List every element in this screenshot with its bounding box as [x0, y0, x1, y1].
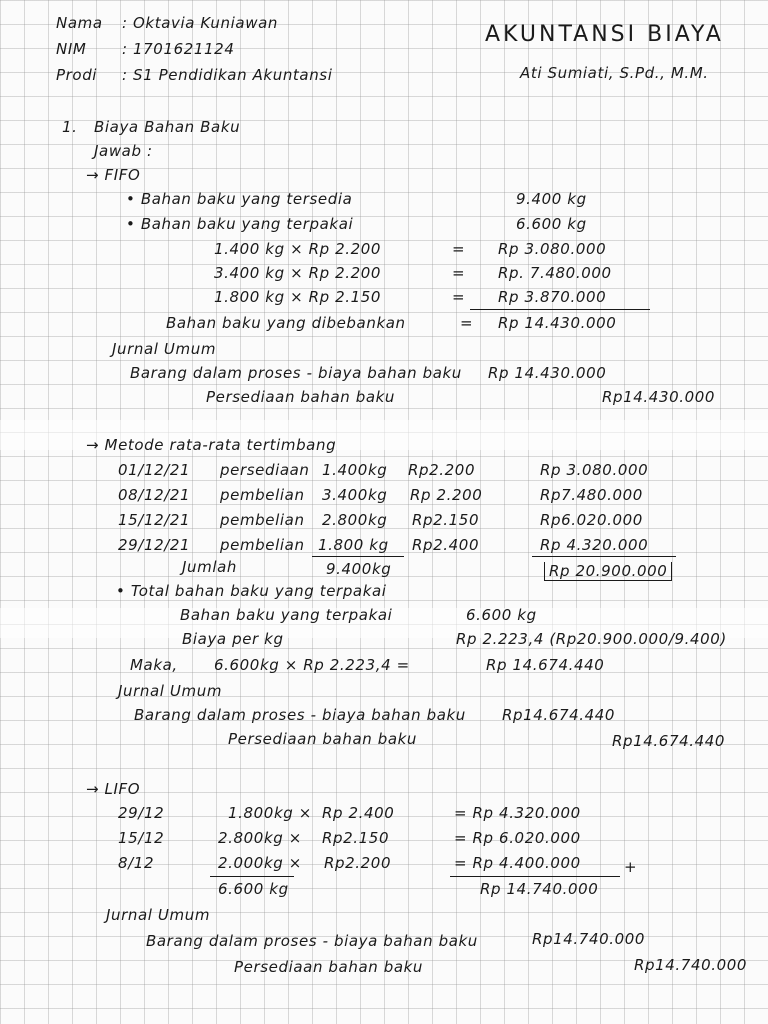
- lifo-row-3-price: Rp2.200: [324, 854, 392, 872]
- lifo-row-1-date: 29/12: [118, 804, 165, 822]
- lifo-debit-amount: Rp14.740.000: [532, 930, 646, 948]
- lifo-credit-amount: Rp14.740.000: [634, 956, 748, 974]
- fifo-jurnal-title: Jurnal Umum: [112, 340, 217, 358]
- fifo-calc-2: 3.400 kg × Rp 2.200: [214, 264, 382, 282]
- lifo-row-3-date: 8/12: [118, 854, 155, 872]
- fifo-tersedia-value: 9.400 kg: [516, 190, 587, 208]
- lifo-row-1-result: = Rp 4.320.000: [454, 804, 581, 822]
- lifo-row-2-qty: 2.800kg ×: [218, 829, 302, 847]
- avg-credit-account: Persediaan bahan baku: [228, 730, 418, 748]
- fifo-debit-account: Barang dalam proses - biaya bahan baku: [130, 364, 462, 382]
- lecturer-name: Ati Sumiati, S.Pd., M.M.: [520, 64, 709, 82]
- fifo-total-value: Rp 14.430.000: [498, 314, 617, 332]
- fifo-heading: → FIFO: [86, 166, 141, 184]
- lifo-row-3-result: = Rp 4.400.000: [454, 854, 581, 872]
- fifo-result-1: Rp 3.080.000: [498, 240, 607, 258]
- fifo-eq-2: =: [452, 264, 466, 282]
- lifo-total-line: [450, 876, 620, 877]
- fifo-result-3: Rp 3.870.000: [498, 288, 607, 306]
- avg-maka-calc: 6.600kg × Rp 2.223,4 =: [214, 656, 410, 674]
- lifo-total-value: Rp 14.740.000: [480, 880, 599, 898]
- avg-jurnal-title: Jurnal Umum: [118, 682, 223, 700]
- fifo-eq-1: =: [452, 240, 466, 258]
- prodi-label: Prodi: [56, 66, 98, 84]
- avg-row-4-desc: pembelian: [220, 536, 305, 554]
- avg-maka-result: Rp 14.674.440: [486, 656, 605, 674]
- lifo-row-3-qty: 2.000kg ×: [218, 854, 302, 872]
- lifo-total-qty: 6.600 kg: [218, 880, 289, 898]
- fifo-total-label: Bahan baku yang dibebankan: [166, 314, 406, 332]
- prodi-value: : S1 Pendidikan Akuntansi: [122, 66, 333, 84]
- lifo-heading: → LIFO: [86, 780, 141, 798]
- fifo-result-2: Rp. 7.480.000: [498, 264, 612, 282]
- avg-row-1-qty: 1.400kg: [322, 461, 388, 479]
- lifo-credit-account: Persediaan bahan baku: [234, 958, 424, 976]
- avg-row-3-total: Rp6.020.000: [540, 511, 643, 529]
- avg-row-4-total: Rp 4.320.000: [540, 536, 649, 554]
- fifo-calc-1: 1.400 kg × Rp 2.200: [214, 240, 382, 258]
- lifo-row-2-date: 15/12: [118, 829, 165, 847]
- avg-row-1-date: 01/12/21: [118, 461, 191, 479]
- lifo-plus: +: [624, 858, 638, 876]
- nim-label: NIM: [56, 40, 87, 58]
- avg-row-4-date: 29/12/21: [118, 536, 191, 554]
- avg-row-3-date: 15/12/21: [118, 511, 191, 529]
- avg-row-2-desc: pembelian: [220, 486, 305, 504]
- avg-row-2-date: 08/12/21: [118, 486, 191, 504]
- fifo-calc-3: 1.800 kg × Rp 2.150: [214, 288, 382, 306]
- avg-biaya-label: Biaya per kg: [182, 630, 284, 648]
- lifo-row-2-result: = Rp 6.020.000: [454, 829, 581, 847]
- avg-row-3-price: Rp2.150: [412, 511, 480, 529]
- avg-terpakai-label: Bahan baku yang terpakai: [180, 606, 393, 624]
- lifo-qty-line: [210, 876, 294, 877]
- lifo-debit-account: Barang dalam proses - biaya bahan baku: [146, 932, 478, 950]
- avg-jumlah-total: Rp 20.900.000: [544, 562, 672, 581]
- avg-total-line: [532, 556, 676, 557]
- fifo-total-eq: =: [460, 314, 474, 332]
- avg-row-4-qty: 1.800 kg: [318, 536, 389, 554]
- avg-debit-account: Barang dalam proses - biaya bahan baku: [134, 706, 466, 724]
- lifo-row-1-price: Rp 2.400: [322, 804, 395, 822]
- avg-row-2-total: Rp7.480.000: [540, 486, 643, 504]
- avg-total-terpakai-heading: • Total bahan baku yang terpakai: [116, 582, 387, 600]
- avg-heading: → Metode rata-rata tertimbang: [86, 436, 337, 454]
- avg-debit-amount: Rp14.674.440: [502, 706, 616, 724]
- lifo-row-1-qty: 1.800kg ×: [228, 804, 312, 822]
- section-title: Biaya Bahan Baku: [94, 118, 241, 136]
- nim-value: : 1701621124: [122, 40, 235, 58]
- course-title: AKUNTANSI BIAYA: [485, 22, 724, 47]
- avg-jumlah-qty: 9.400kg: [326, 560, 392, 578]
- nama-value: : Oktavia Kuniawan: [122, 14, 278, 32]
- fifo-credit-account: Persediaan bahan baku: [206, 388, 396, 406]
- avg-row-1-total: Rp 3.080.000: [540, 461, 649, 479]
- avg-row-1-desc: persediaan: [220, 461, 310, 479]
- fifo-eq-3: =: [452, 288, 466, 306]
- jawab-label: Jawab :: [94, 142, 153, 160]
- fifo-credit-amount: Rp14.430.000: [602, 388, 716, 406]
- fifo-terpakai-value: 6.600 kg: [516, 215, 587, 233]
- lifo-jurnal-title: Jurnal Umum: [106, 906, 211, 924]
- nama-label: Nama: [56, 14, 103, 32]
- avg-row-2-qty: 3.400kg: [322, 486, 388, 504]
- avg-row-1-price: Rp2.200: [408, 461, 476, 479]
- avg-credit-amount: Rp14.674.440: [612, 732, 726, 750]
- avg-row-3-qty: 2.800kg: [322, 511, 388, 529]
- fifo-debit-amount: Rp 14.430.000: [488, 364, 607, 382]
- avg-terpakai-value: 6.600 kg: [466, 606, 537, 624]
- section-number: 1.: [62, 118, 78, 136]
- fifo-tersedia-label: • Bahan baku yang tersedia: [126, 190, 353, 208]
- avg-row-3-desc: pembelian: [220, 511, 305, 529]
- avg-biaya-value: Rp 2.223,4 (Rp20.900.000/9.400): [456, 630, 727, 648]
- lifo-row-2-price: Rp2.150: [322, 829, 390, 847]
- avg-jumlah-label: Jumlah: [182, 558, 238, 576]
- fifo-terpakai-label: • Bahan baku yang terpakai: [126, 215, 354, 233]
- avg-row-4-price: Rp2.400: [412, 536, 480, 554]
- avg-qty-line: [312, 556, 404, 557]
- avg-maka-label: Maka,: [130, 656, 178, 674]
- avg-row-2-price: Rp 2.200: [410, 486, 483, 504]
- fifo-total-line: [470, 309, 650, 310]
